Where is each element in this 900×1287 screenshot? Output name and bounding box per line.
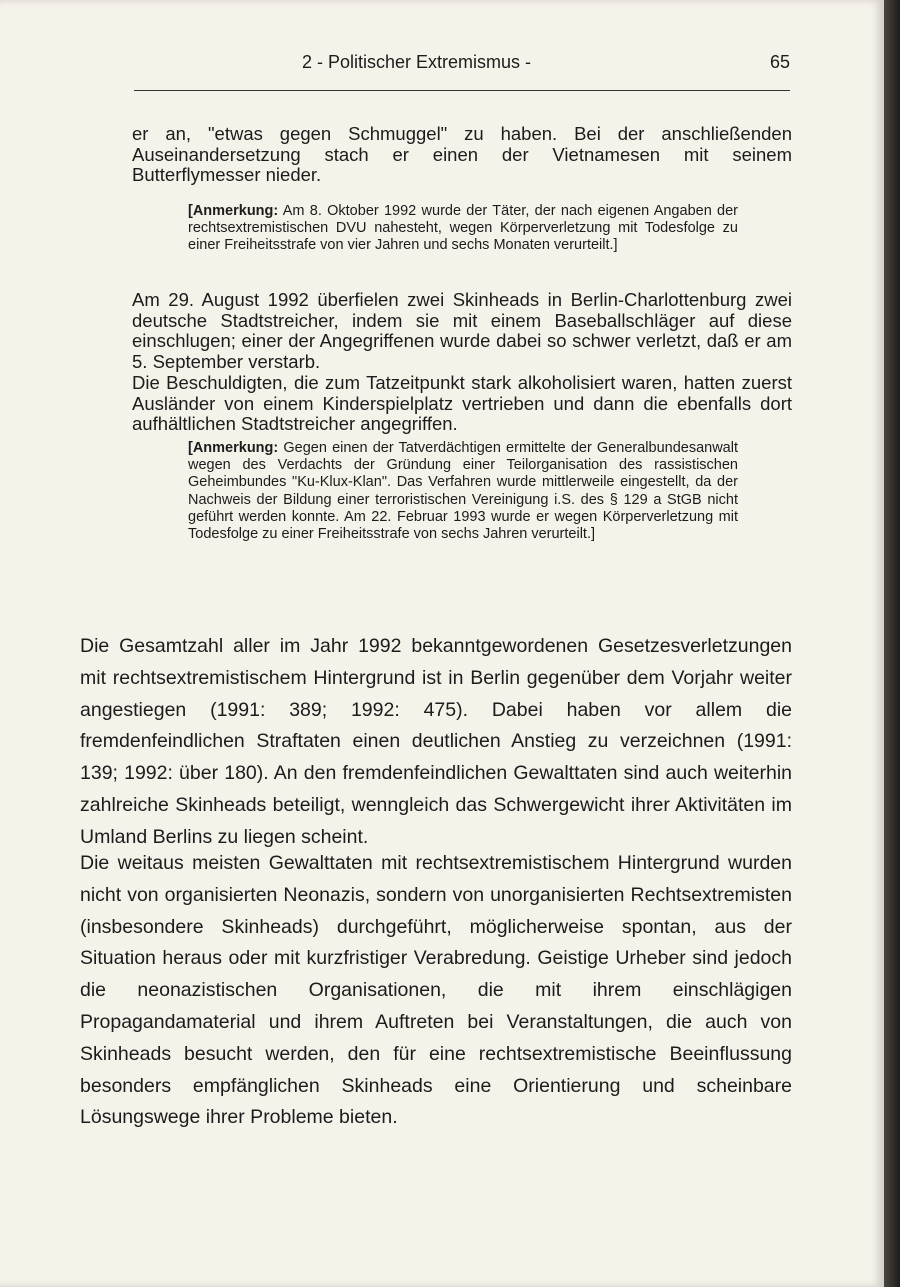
note-text: Am 8. Oktober 1992 wurde der Täter, der nach eigenen Angaben der rechtsextremistischen DVU nahesteht, wegen Körperverletzung mit Todesfolge zu einer Freiheitsstrafe von vier Jahren und sechs Monaten verurteilt.]: [188, 203, 738, 254]
paragraph-suspects: Die Beschuldigten, die zum Tatzeitpunkt stark alkoholisiert waren, hatten zuerst Ausländer von einem Kinderspielplatz vertrieben und dann die ebenfalls dort aufhältlichen Stadtstreicher angegriffen.: [132, 372, 792, 435]
annotation-note-2: [188, 440, 738, 543]
note-label: [Anmerkung:: [188, 203, 279, 219]
chapter-title: 2 - Politischer Extremismus -: [302, 52, 532, 72]
page-number: 65: [769, 52, 790, 72]
paragraph-statistics: Die Gesamtzahl aller im Jahr 1992 bekanntgewordenen Gesetzesverletzungen mit rechtsextremistischem Hintergrund ist in Berlin gegenüber dem Vorjahr weiter angestiegen (1991: 389; 1992: 475). Dabei haben vor allem die fremdenfeindlichen Straftaten einen deutlichen Anstieg zu verzeichnen (1991: 139; 1992: über 180). An den fremdenfeindlichen Gewalttaten sind auch weiterhin zahlreiche Skinheads beteiligt, wenngleich das Schwergewicht ihrer Aktivitäten im Umland Berlins zu liegen scheint.: [80, 635, 792, 848]
header-rule: [134, 90, 790, 91]
paragraph-continuation: er an, "etwas gegen Schmuggel" zu haben. Bei der anschließenden Auseinandersetzung stach er einen der Vietnamesen mit seinem Butterflymesser nieder.: [132, 123, 792, 186]
page-edge: [884, 0, 900, 1287]
paragraph-incident: Am 29. August 1992 überfielen zwei Skinheads in Berlin-Charlottenburg zwei deutsche Stadtstreicher, indem sie mit einem Baseballschläger auf diese einschlugen; einer der Angegriffenen wurde dabei so schwer verletzt, daß er am 5. September verstarb.: [132, 289, 792, 372]
note-text: Gegen einen der Tatverdächtigen ermittelte der Generalbundesanwalt wegen des Verdachts der Gründung einer Teilorganisation des rassistischen Geheimbundes "Ku-Klux-Klan". Das Verfahren wurde mittlerweile eingestellt, da der Nachweis der Bildung einer terroristischen Vereinigung i.S. des § 129 a StGB nicht geführt werden konnte. Am 22. Februar 1993 wurde er wegen Körperverletzung mit Todesfolge zu einer Freiheitsstrafe von sechs Jahren verurteilt.]: [188, 440, 738, 543]
paragraph-analysis: Die weitaus meisten Gewalttaten mit rechtsextremistischem Hintergrund wurden nicht von organisierten Neonazis, sondern von unorganisierten Rechtsextremisten (insbesondere Skinheads) durchgeführt, möglicherweise spontan, aus der Situation heraus oder mit kurzfristiger Verabredung. Geistige Urheber sind jedoch die neonazistischen Organisationen, die mit ihrem einschlägigen Propagandamaterial und ihrem Auftreten bei Veranstaltungen, die auch von Skinheads besucht werden, den für eine rechtsextremistische Beeinflussung besonders empfänglichen Skinheads eine Orientierung und scheinbare Lösungswege ihrer Probleme bieten.: [80, 852, 792, 1129]
annotation-note-1: [188, 203, 738, 255]
note-label: [Anmerkung:: [188, 440, 279, 456]
